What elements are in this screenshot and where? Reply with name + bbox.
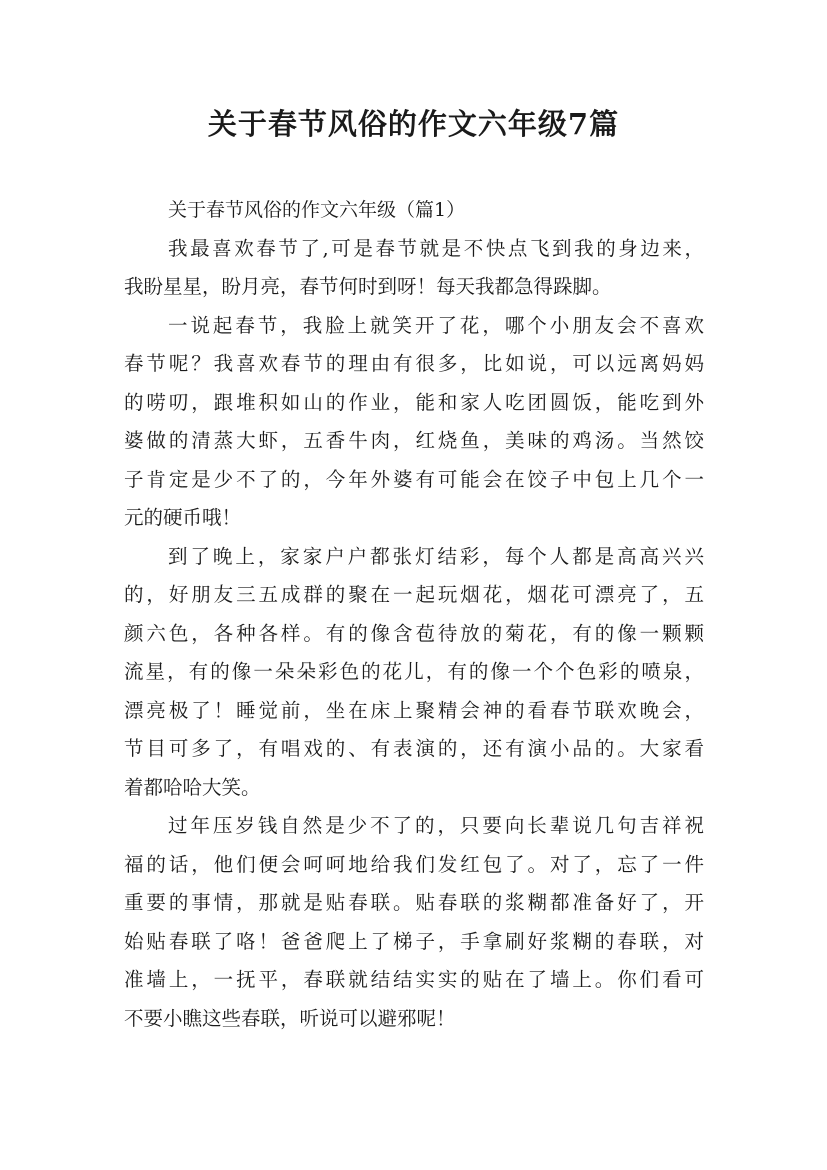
paragraph-line: 的，好朋友三五成群的聚在一起玩烟花，烟花可漂亮了，五 bbox=[124, 583, 704, 606]
paragraph-line: 我盼星星，盼月亮，春节何时到呀！每天我都急得跺脚。 bbox=[124, 275, 612, 298]
paragraph-line: 始贴春联了咯！爸爸爬上了梯子，手拿刷好浆糊的春联，对 bbox=[124, 929, 704, 953]
paragraph-line: 重要的事情，那就是贴春联。贴春联的浆糊都准备好了，开 bbox=[124, 891, 704, 914]
paragraph-line: 到了晚上，家家户户都张灯结彩，每个人都是高高兴兴 bbox=[168, 544, 704, 568]
paragraph-line: 漂亮极了！睡觉前，坐在床上聚精会神的看春节联欢晚会， bbox=[124, 698, 704, 722]
section-subtitle: 关于春节风俗的作文六年级（篇1） bbox=[168, 199, 466, 221]
paragraph bbox=[124, 230, 704, 307]
paragraph-line: 准墙上，一抚平，春联就结结实实的贴在了墙上。你们看可 bbox=[124, 968, 704, 991]
paragraph-line: 婆做的清蒸大虾，五香牛肉，红烧鱼，美味的鸡汤。当然饺 bbox=[124, 429, 704, 452]
paragraph bbox=[124, 307, 704, 538]
paragraph bbox=[124, 807, 704, 1038]
paragraph-line: 一说起春节，我脸上就笑开了花，哪个小朋友会不喜欢 bbox=[168, 313, 704, 337]
document-title: 关于春节风俗的作文六年级7篇 bbox=[207, 107, 620, 141]
paragraph-line: 颜六色，各种各样。有的像含苞待放的菊花，有的像一颗颗 bbox=[124, 621, 704, 645]
paragraph-line: 着都哈哈大笑。 bbox=[124, 775, 261, 799]
paragraph bbox=[124, 538, 704, 808]
paragraph-line: 不要小瞧这些春联，听说可以避邪呢！ bbox=[124, 1006, 456, 1030]
paragraph-line: 我最喜欢春节了,可是春节就是不快点飞到我的身边来， bbox=[168, 236, 704, 260]
paragraph-line: 春节呢？我喜欢春节的理由有很多，比如说，可以远离妈妈 bbox=[124, 352, 704, 375]
paragraph-line: 节目可多了，有唱戏的、有表演的，还有演小品的。大家看 bbox=[124, 737, 704, 760]
paragraph-line: 流星，有的像一朵朵彩色的花儿，有的像一个个色彩的喷泉， bbox=[124, 660, 704, 683]
paragraph-line: 的唠叨，跟堆积如山的作业，能和家人吃团圆饭，能吃到外 bbox=[124, 390, 704, 414]
paragraph-line: 元的硬币哦！ bbox=[124, 506, 242, 529]
paragraph-line: 过年压岁钱自然是少不了的，只要向长辈说几句吉祥祝 bbox=[168, 814, 704, 837]
paragraph-line: 福的话，他们便会呵呵地给我们发红包了。对了，忘了一件 bbox=[124, 852, 704, 876]
paragraph-line: 子肯定是少不了的，今年外婆有可能会在饺子中包上几个一 bbox=[124, 467, 704, 491]
article-body bbox=[124, 191, 704, 1038]
